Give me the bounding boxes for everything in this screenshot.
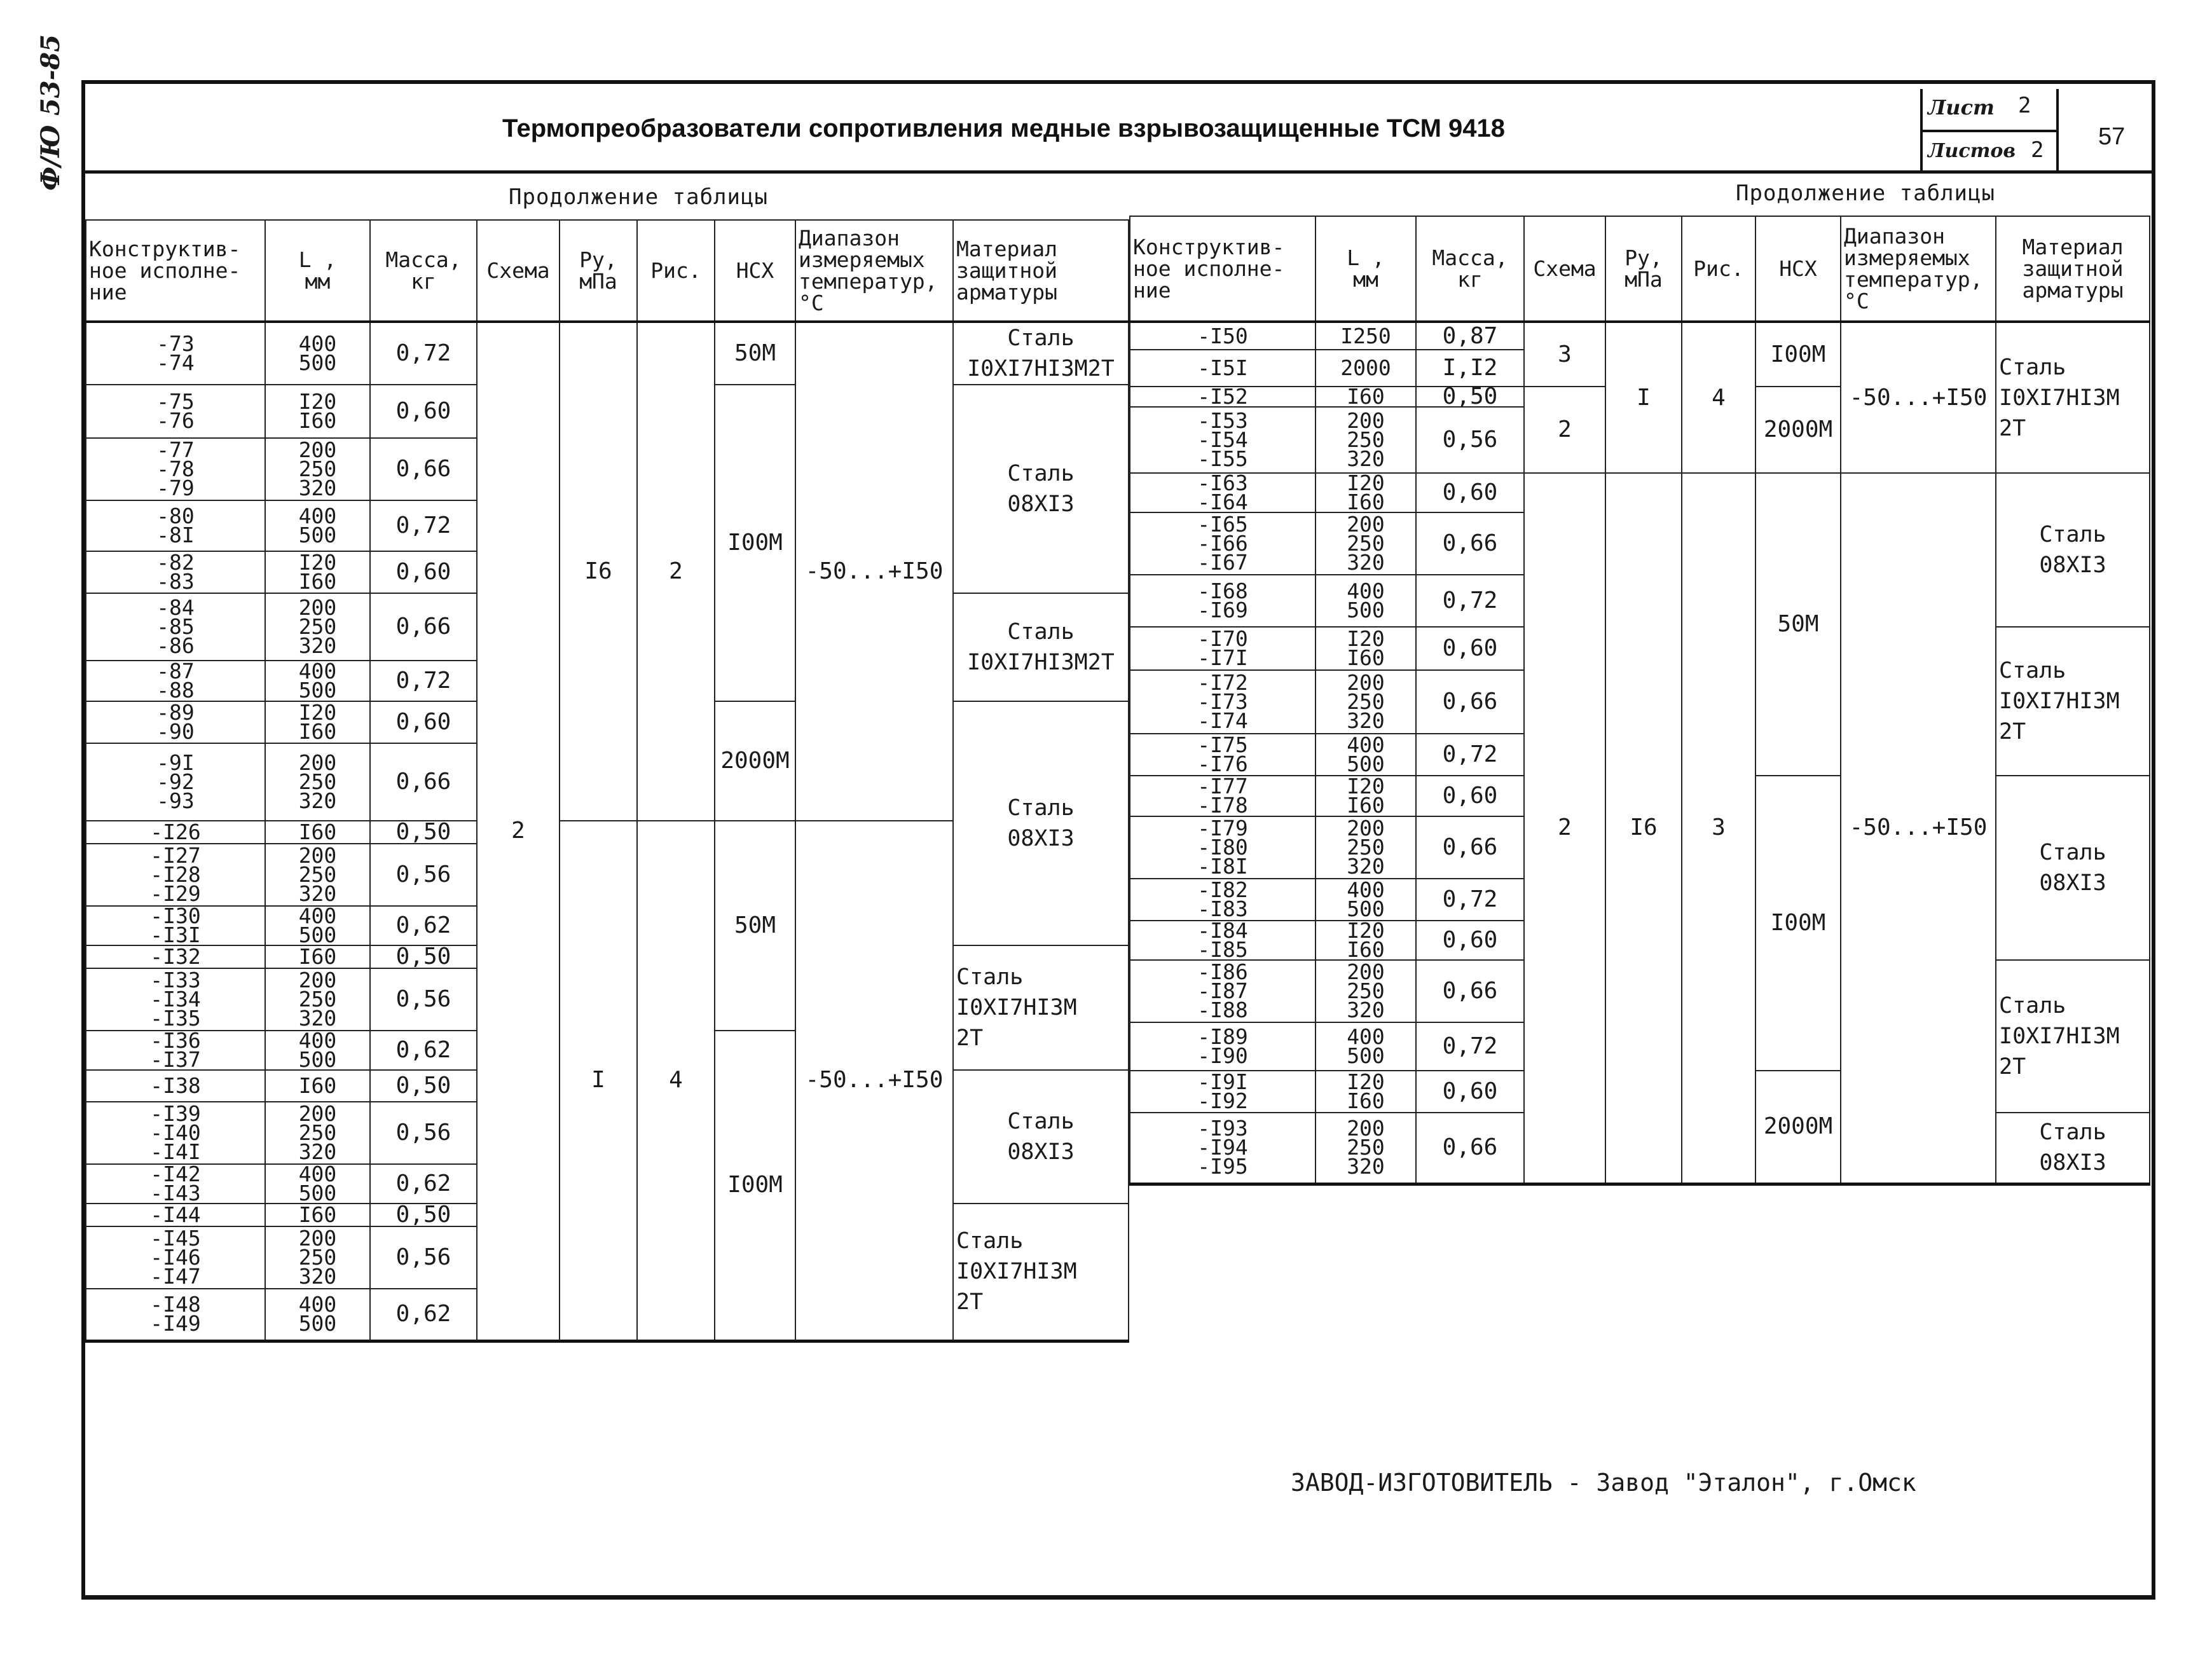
mass-cell: 0,72 xyxy=(370,661,477,701)
length-cell: 200 250 320 xyxy=(265,968,370,1031)
ispoln-cell: -73 -74 xyxy=(86,322,265,385)
continuation-right: Продолжение таблицы xyxy=(1736,181,1995,206)
ispoln-cell: -I9I -I92 xyxy=(1130,1071,1316,1113)
manufacturer-note: ЗАВОД-ИЗГОТОВИТЕЛЬ - Завод "Эталон", г.Омск xyxy=(1291,1469,1916,1497)
mass-cell: 0,62 xyxy=(370,1031,477,1070)
ispoln-cell: -I44 xyxy=(86,1204,265,1226)
length-cell: I20 I60 xyxy=(1316,627,1416,670)
length-cell: I60 xyxy=(1316,387,1416,407)
mass-cell: 0,60 xyxy=(370,701,477,743)
mass-cell: 0,66 xyxy=(370,743,477,821)
ispoln-cell: -77 -78 -79 xyxy=(86,438,265,500)
ris-cell: 4 xyxy=(1682,322,1755,473)
length-cell: I60 xyxy=(265,1070,370,1102)
length-cell: 400 500 xyxy=(265,500,370,551)
mass-cell: 0,56 xyxy=(1416,407,1524,473)
col-diap: Диапазон измеряемых температур, °C xyxy=(1841,216,1996,322)
sheets-total-label: Листов xyxy=(1928,140,2016,162)
length-cell: I20 I60 xyxy=(1316,921,1416,960)
mass-cell: 0,72 xyxy=(1416,1022,1524,1071)
ispoln-cell: -I38 xyxy=(86,1070,265,1102)
mat-cell: Сталь I0XI7HI3M 2T xyxy=(1996,627,2150,776)
table-row xyxy=(1130,322,2150,350)
ispoln-cell: -I5I xyxy=(1130,350,1316,387)
ispoln-cell: -82 -83 xyxy=(86,551,265,593)
col-diap: Диапазон измеряемых температур, °C xyxy=(795,220,953,322)
mass-cell: 0,50 xyxy=(370,1204,477,1226)
ispoln-cell: -I72 -I73 -I74 xyxy=(1130,670,1316,734)
col-ris: Рис. xyxy=(637,220,715,322)
side-stamp: Ф/Ю 53-85 xyxy=(36,34,65,191)
mat-cell: Сталь I0XI7HI3M 2T xyxy=(953,1204,1129,1341)
mass-cell: 0,66 xyxy=(370,438,477,500)
nsh-cell: 50М xyxy=(1755,473,1841,776)
col-massa: Масса, кг xyxy=(1416,216,1524,322)
mat-cell: Сталь 08XI3 xyxy=(953,385,1129,593)
diap-cell: -50...+I50 xyxy=(1841,322,1996,473)
py-cell: I xyxy=(1605,322,1682,473)
col-ispoln: Конструктив- ное исполне- ние xyxy=(1130,216,1316,322)
mat-cell: Сталь I0XI7HI3M2T xyxy=(953,593,1129,701)
mat-cell: Сталь 08XI3 xyxy=(1996,1113,2150,1184)
length-cell: 200 250 320 xyxy=(265,1226,370,1289)
length-cell: I20 I60 xyxy=(1316,776,1416,816)
py-cell: I xyxy=(560,821,637,1341)
length-cell: 400 500 xyxy=(1316,879,1416,921)
mass-cell: 0,72 xyxy=(370,322,477,385)
col-massa: Масса, кг xyxy=(370,220,477,322)
diap-cell: -50...+I50 xyxy=(795,821,953,1341)
nsh-cell: 2000М xyxy=(715,701,795,821)
col-schema: Схема xyxy=(477,220,560,322)
length-cell: I20 I60 xyxy=(265,551,370,593)
schema-cell: 2 xyxy=(1524,473,1605,1184)
mass-cell: 0,50 xyxy=(370,1070,477,1102)
mass-cell: 0,56 xyxy=(370,968,477,1031)
nsh-cell: 50М xyxy=(715,821,795,1031)
sheet-label: Лист xyxy=(1928,95,1995,120)
mat-cell: Сталь I0XI7HI3M 2T xyxy=(1996,960,2150,1113)
col-mat: Материал защитной арматуры xyxy=(953,220,1129,322)
diap-cell: -50...+I50 xyxy=(1841,473,1996,1184)
length-cell: 400 500 xyxy=(265,322,370,385)
mass-cell: 0,60 xyxy=(1416,776,1524,816)
right-table xyxy=(1129,216,2150,1186)
mat-cell: Сталь I0XI7HI3M 2T xyxy=(1996,322,2150,473)
length-cell: 200 250 320 xyxy=(265,743,370,821)
col-py: Ру, мПа xyxy=(1605,216,1682,322)
mat-cell: Сталь 08XI3 xyxy=(1996,776,2150,960)
ispoln-cell: -I36 -I37 xyxy=(86,1031,265,1070)
length-cell: I20 I60 xyxy=(265,385,370,438)
col-schema: Схема xyxy=(1524,216,1605,322)
ispoln-cell: -80 -8I xyxy=(86,500,265,551)
length-cell: 400 500 xyxy=(1316,1022,1416,1071)
left-table xyxy=(85,219,1129,1343)
continuation-left: Продолжение таблицы xyxy=(509,184,768,210)
mass-cell: 0,50 xyxy=(370,945,477,968)
ispoln-cell: -I52 xyxy=(1130,387,1316,407)
length-cell: I20 I60 xyxy=(265,701,370,743)
sheets-total-value: 2 xyxy=(2031,137,2044,163)
mass-cell: 0,66 xyxy=(1416,816,1524,879)
length-cell: I20 I60 xyxy=(1316,1071,1416,1113)
ispoln-cell: -I70 -I7I xyxy=(1130,627,1316,670)
col-py: Ру, мПа xyxy=(560,220,637,322)
length-cell: 400 500 xyxy=(265,1289,370,1341)
length-cell: 400 500 xyxy=(265,1031,370,1070)
ispoln-cell: -9I -92 -93 xyxy=(86,743,265,821)
col-nsh: НСХ xyxy=(1755,216,1841,322)
page-title: Термопреобразователи сопротивления медные взрывозащищенные ТСМ 9418 xyxy=(502,114,1506,142)
length-cell: 400 500 xyxy=(265,661,370,701)
mat-cell: Сталь I0XI7HI3M2T xyxy=(953,322,1129,385)
mass-cell: 0,66 xyxy=(1416,1113,1524,1184)
ris-cell: 4 xyxy=(637,821,715,1341)
ispoln-cell: -I30 -I3I xyxy=(86,906,265,945)
ispoln-cell: -I53 -I54 -I55 xyxy=(1130,407,1316,473)
nsh-cell: I00М xyxy=(1755,322,1841,387)
ispoln-cell: -I86 -I87 -I88 xyxy=(1130,960,1316,1022)
table-row xyxy=(86,322,1129,385)
length-cell: 200 250 320 xyxy=(265,438,370,500)
length-cell: 400 500 xyxy=(265,906,370,945)
ispoln-cell: -89 -90 xyxy=(86,701,265,743)
mass-cell: 0,62 xyxy=(370,1164,477,1204)
ispoln-cell: -I82 -I83 xyxy=(1130,879,1316,921)
ispoln-cell: -75 -76 xyxy=(86,385,265,438)
ris-cell: 3 xyxy=(1682,473,1755,1184)
ispoln-cell: -I26 xyxy=(86,821,265,844)
col-L: L , мм xyxy=(265,220,370,322)
length-cell: 200 250 320 xyxy=(1316,512,1416,575)
length-cell: 200 250 320 xyxy=(1316,1113,1416,1184)
ispoln-cell: -I63 -I64 xyxy=(1130,473,1316,512)
mass-cell: 0,72 xyxy=(370,500,477,551)
ispoln-cell: -I77 -I78 xyxy=(1130,776,1316,816)
mass-cell: 0,60 xyxy=(1416,1071,1524,1113)
ispoln-cell: -I42 -I43 xyxy=(86,1164,265,1204)
length-cell: I60 xyxy=(265,821,370,844)
col-nsh: НСХ xyxy=(715,220,795,322)
schema-cell: 2 xyxy=(477,322,560,1341)
mass-cell: 0,60 xyxy=(1416,921,1524,960)
length-cell: 400 500 xyxy=(265,1164,370,1204)
length-cell: I250 xyxy=(1316,322,1416,350)
ispoln-cell: -I45 -I46 -I47 xyxy=(86,1226,265,1289)
header-divider xyxy=(81,170,2155,174)
nsh-cell: I00М xyxy=(715,385,795,701)
length-cell: 200 250 320 xyxy=(265,593,370,661)
length-cell: I20 I60 xyxy=(1316,473,1416,512)
length-cell: 200 250 320 xyxy=(1316,816,1416,879)
length-cell: 200 250 320 xyxy=(265,844,370,906)
mass-cell: 0,66 xyxy=(1416,670,1524,734)
table-row xyxy=(1130,473,2150,512)
ispoln-cell: -I27 -I28 -I29 xyxy=(86,844,265,906)
schema-cell: 3 xyxy=(1524,322,1605,387)
schema-cell: 2 xyxy=(1524,387,1605,473)
col-L: L , мм xyxy=(1316,216,1416,322)
py-cell: I6 xyxy=(1605,473,1682,1184)
ispoln-cell: -I75 -I76 xyxy=(1130,734,1316,776)
mass-cell: 0,50 xyxy=(370,821,477,844)
ispoln-cell: -84 -85 -86 xyxy=(86,593,265,661)
mat-cell: Сталь 08XI3 xyxy=(1996,473,2150,627)
ispoln-cell: -I79 -I80 -I8I xyxy=(1130,816,1316,879)
mat-cell: Сталь I0XI7HI3M 2T xyxy=(953,945,1129,1070)
nsh-cell: I00М xyxy=(715,1031,795,1341)
length-cell: 200 250 320 xyxy=(1316,407,1416,473)
mass-cell: 0,72 xyxy=(1416,575,1524,627)
ispoln-cell: -I39 -I40 -I4I xyxy=(86,1102,265,1164)
length-cell: 200 250 320 xyxy=(265,1102,370,1164)
mass-cell: I,I2 xyxy=(1416,350,1524,387)
mass-cell: 0,62 xyxy=(370,906,477,945)
length-cell: 400 500 xyxy=(1316,734,1416,776)
ispoln-cell: -87 -88 xyxy=(86,661,265,701)
mass-cell: 0,60 xyxy=(370,551,477,593)
col-mat: Материал защитной арматуры xyxy=(1996,216,2150,322)
diap-cell: -50...+I50 xyxy=(795,322,953,821)
ispoln-cell: -I93 -I94 -I95 xyxy=(1130,1113,1316,1184)
mass-cell: 0,62 xyxy=(370,1289,477,1341)
length-cell: I60 xyxy=(265,945,370,968)
mass-cell: 0,66 xyxy=(1416,960,1524,1022)
ispoln-cell: -I84 -I85 xyxy=(1130,921,1316,960)
mat-cell: Сталь 08XI3 xyxy=(953,1070,1129,1204)
mass-cell: 0,66 xyxy=(1416,512,1524,575)
mass-cell: 0,56 xyxy=(370,1226,477,1289)
py-cell: I6 xyxy=(560,322,637,821)
length-cell: 200 250 320 xyxy=(1316,960,1416,1022)
ris-cell: 2 xyxy=(637,322,715,821)
mass-cell: 0,60 xyxy=(1416,473,1524,512)
ispoln-cell: -I50 xyxy=(1130,322,1316,350)
mass-cell: 0,60 xyxy=(1416,627,1524,670)
ispoln-cell: -I89 -I90 xyxy=(1130,1022,1316,1071)
nsh-cell: 2000М xyxy=(1755,1071,1841,1184)
mass-cell: 0,87 xyxy=(1416,322,1524,350)
col-ris: Рис. xyxy=(1682,216,1755,322)
length-cell: I60 xyxy=(265,1204,370,1226)
ispoln-cell: -I33 -I34 -I35 xyxy=(86,968,265,1031)
sheet-box xyxy=(1920,89,2059,173)
nsh-cell: I00М xyxy=(1755,776,1841,1071)
col-ispoln: Конструктив- ное исполне- ние xyxy=(86,220,265,322)
ispoln-cell: -I32 xyxy=(86,945,265,968)
length-cell: 200 250 320 xyxy=(1316,670,1416,734)
mass-cell: 0,56 xyxy=(370,1102,477,1164)
mat-cell: Сталь 08XI3 xyxy=(953,701,1129,945)
mass-cell: 0,72 xyxy=(1416,734,1524,776)
page-number: 57 xyxy=(2098,123,2126,150)
sheet-value: 2 xyxy=(2018,93,2031,118)
mass-cell: 0,60 xyxy=(370,385,477,438)
length-cell: 2000 xyxy=(1316,350,1416,387)
mass-cell: 0,72 xyxy=(1416,879,1524,921)
mass-cell: 0,50 xyxy=(1416,387,1524,407)
mass-cell: 0,66 xyxy=(370,593,477,661)
nsh-cell: 50М xyxy=(715,322,795,385)
mass-cell: 0,56 xyxy=(370,844,477,906)
ispoln-cell: -I65 -I66 -I67 xyxy=(1130,512,1316,575)
length-cell: 400 500 xyxy=(1316,575,1416,627)
ispoln-cell: -I68 -I69 xyxy=(1130,575,1316,627)
ispoln-cell: -I48 -I49 xyxy=(86,1289,265,1341)
nsh-cell: 2000М xyxy=(1755,387,1841,473)
